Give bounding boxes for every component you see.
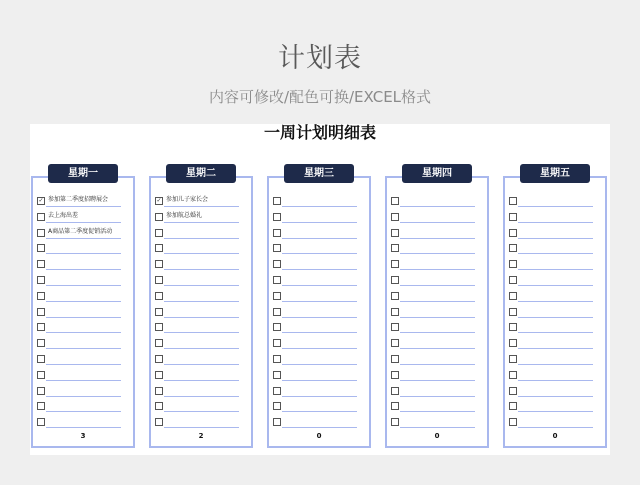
row-underline [164, 238, 239, 239]
row-underline [164, 301, 239, 302]
row-underline [164, 380, 239, 381]
row-underline [46, 206, 121, 207]
task-row [151, 210, 251, 226]
row-underline [46, 253, 121, 254]
task-row [505, 352, 605, 368]
task-checkbox[interactable] [391, 292, 399, 300]
task-checkbox[interactable] [509, 213, 517, 221]
row-underline [164, 427, 239, 428]
row-underline [46, 317, 121, 318]
task-row [505, 336, 605, 352]
row-underline [400, 364, 475, 365]
row-underline [164, 396, 239, 397]
task-checkbox[interactable] [155, 292, 163, 300]
task-checkbox[interactable] [509, 229, 517, 237]
task-row [387, 305, 487, 321]
task-row [505, 415, 605, 431]
task-checkbox[interactable] [155, 402, 163, 410]
task-checkbox[interactable] [37, 276, 45, 284]
task-checkbox[interactable] [509, 244, 517, 252]
task-checkbox[interactable] [155, 339, 163, 347]
task-list [269, 194, 369, 431]
row-underline [518, 396, 593, 397]
row-underline [518, 222, 593, 223]
task-checkbox[interactable] [509, 292, 517, 300]
task-row [505, 305, 605, 321]
task-checkbox[interactable] [391, 339, 399, 347]
task-checkbox[interactable] [155, 387, 163, 395]
task-row [33, 273, 133, 289]
task-checkbox[interactable] [509, 418, 517, 426]
task-row [505, 399, 605, 415]
task-checkbox[interactable] [391, 371, 399, 379]
task-checkbox[interactable] [509, 339, 517, 347]
task-row [33, 194, 133, 210]
row-underline [400, 253, 475, 254]
task-row [387, 289, 487, 305]
task-checkbox[interactable] [391, 418, 399, 426]
task-row [505, 226, 605, 242]
task-row [33, 241, 133, 257]
task-row [387, 257, 487, 273]
row-underline [46, 396, 121, 397]
task-checkbox[interactable] [273, 402, 281, 410]
task-checkbox[interactable] [509, 260, 517, 268]
task-checkbox[interactable] [273, 308, 281, 316]
task-checkbox[interactable] [391, 213, 399, 221]
task-text[interactable]: A商品第二季度促销活动 [48, 227, 113, 235]
task-row [151, 384, 251, 400]
row-underline [164, 348, 239, 349]
row-underline [164, 364, 239, 365]
task-checkbox[interactable] [37, 260, 45, 268]
task-checkbox[interactable] [509, 387, 517, 395]
task-row [387, 194, 487, 210]
task-row [151, 352, 251, 368]
row-underline [46, 332, 121, 333]
task-checkbox[interactable] [273, 387, 281, 395]
task-row [387, 352, 487, 368]
task-checkbox[interactable] [391, 402, 399, 410]
row-underline [400, 206, 475, 207]
row-underline [164, 317, 239, 318]
row-underline [46, 380, 121, 381]
row-underline [46, 411, 121, 412]
day-header: 星期一 [48, 164, 118, 183]
row-underline [400, 269, 475, 270]
task-row [269, 336, 369, 352]
row-underline [282, 364, 357, 365]
row-underline [518, 206, 593, 207]
task-row [151, 289, 251, 305]
task-row [33, 305, 133, 321]
task-checkbox[interactable] [273, 260, 281, 268]
row-underline [282, 301, 357, 302]
row-underline [282, 238, 357, 239]
task-checkbox[interactable] [37, 244, 45, 252]
task-checkbox[interactable] [509, 355, 517, 363]
task-checkbox[interactable]: ✓ [38, 197, 44, 204]
day-column [267, 176, 371, 448]
task-row [269, 368, 369, 384]
row-underline [400, 332, 475, 333]
day-header: 星期五 [520, 164, 590, 183]
row-underline [400, 411, 475, 412]
task-row [33, 336, 133, 352]
task-checkbox[interactable] [509, 323, 517, 331]
task-checkbox[interactable] [509, 308, 517, 316]
task-checkbox[interactable] [37, 402, 45, 410]
task-checkbox[interactable] [273, 323, 281, 331]
task-row [33, 415, 133, 431]
task-text[interactable]: 参加航总婚礼 [166, 211, 203, 219]
task-row [387, 320, 487, 336]
day-header: 星期二 [166, 164, 236, 183]
page-subtitle: 内容可修改/配色可换/EXCEL格式 [208, 88, 432, 106]
row-underline [164, 285, 239, 286]
task-checkbox[interactable] [509, 371, 517, 379]
task-row [505, 384, 605, 400]
row-underline [282, 317, 357, 318]
task-checkbox[interactable] [37, 213, 45, 221]
day-column [385, 176, 489, 448]
task-row [269, 241, 369, 257]
row-underline [46, 348, 121, 349]
task-row [33, 226, 133, 242]
task-count: 0 [434, 432, 440, 440]
task-checkbox[interactable] [155, 355, 163, 363]
task-row [33, 320, 133, 336]
task-checkbox[interactable] [391, 260, 399, 268]
task-row [387, 226, 487, 242]
task-checkbox[interactable] [273, 213, 281, 221]
task-row [505, 289, 605, 305]
row-underline [46, 222, 121, 223]
task-row [33, 352, 133, 368]
task-checkbox[interactable]: ✓ [156, 197, 162, 204]
task-checkbox[interactable] [37, 308, 45, 316]
row-underline [518, 238, 593, 239]
row-underline [164, 411, 239, 412]
task-row [387, 415, 487, 431]
row-underline [164, 253, 239, 254]
task-row [151, 226, 251, 242]
task-row [269, 399, 369, 415]
task-count: 0 [552, 432, 558, 440]
row-underline [518, 269, 593, 270]
row-underline [282, 269, 357, 270]
row-underline [282, 332, 357, 333]
task-row [33, 289, 133, 305]
task-row [151, 241, 251, 257]
task-checkbox[interactable] [391, 323, 399, 331]
row-underline [400, 238, 475, 239]
task-checkbox[interactable] [155, 418, 163, 426]
task-list [387, 194, 487, 431]
task-row [151, 336, 251, 352]
task-row [387, 273, 487, 289]
task-text[interactable]: 参加第二季度招聘展会 [48, 196, 109, 203]
row-underline [282, 285, 357, 286]
task-row [387, 399, 487, 415]
sheet-title: 一周计划明细表 [263, 123, 376, 142]
row-underline [518, 364, 593, 365]
task-text[interactable]: 去上海出差 [48, 211, 79, 219]
task-row [269, 352, 369, 368]
task-checkbox[interactable] [37, 387, 45, 395]
task-checkbox[interactable] [37, 418, 45, 426]
task-checkbox[interactable] [155, 213, 163, 221]
task-checkbox[interactable] [155, 371, 163, 379]
row-underline [400, 222, 475, 223]
task-row [33, 368, 133, 384]
task-row [505, 320, 605, 336]
task-row [387, 384, 487, 400]
task-checkbox[interactable] [509, 197, 517, 205]
task-row [505, 194, 605, 210]
task-row [505, 241, 605, 257]
row-underline [518, 285, 593, 286]
task-row [269, 320, 369, 336]
day-header: 星期四 [402, 164, 472, 183]
task-checkbox[interactable] [273, 244, 281, 252]
row-underline [518, 253, 593, 254]
task-row [151, 305, 251, 321]
task-checkbox[interactable] [37, 355, 45, 363]
day-column [503, 176, 607, 448]
task-checkbox[interactable] [391, 387, 399, 395]
task-row [387, 210, 487, 226]
task-row [505, 257, 605, 273]
task-checkbox[interactable] [273, 355, 281, 363]
task-row [269, 415, 369, 431]
row-underline [46, 285, 121, 286]
task-checkbox[interactable] [155, 308, 163, 316]
row-underline [282, 222, 357, 223]
task-checkbox[interactable] [509, 276, 517, 284]
task-checkbox[interactable] [391, 244, 399, 252]
row-underline [164, 269, 239, 270]
row-underline [400, 317, 475, 318]
task-checkbox[interactable] [155, 229, 163, 237]
task-row [505, 273, 605, 289]
task-row [33, 257, 133, 273]
row-underline [282, 411, 357, 412]
task-row [269, 289, 369, 305]
task-checkbox[interactable] [273, 229, 281, 237]
row-underline [518, 301, 593, 302]
task-row [33, 399, 133, 415]
task-checkbox[interactable] [155, 323, 163, 331]
task-checkbox[interactable] [37, 371, 45, 379]
task-checkbox[interactable] [273, 371, 281, 379]
task-checkbox[interactable] [273, 292, 281, 300]
task-checkbox[interactable] [155, 244, 163, 252]
row-underline [282, 253, 357, 254]
row-underline [518, 411, 593, 412]
task-row [151, 257, 251, 273]
row-underline [400, 348, 475, 349]
task-text[interactable]: 参加儿子家长会 [166, 196, 209, 203]
row-underline [46, 269, 121, 270]
row-underline [164, 332, 239, 333]
task-list [151, 194, 251, 431]
task-count: 0 [316, 432, 322, 440]
task-checkbox[interactable] [155, 276, 163, 284]
task-checkbox[interactable] [273, 276, 281, 284]
task-row [269, 194, 369, 210]
page-title: 计划表 [278, 43, 362, 74]
task-checkbox[interactable] [273, 339, 281, 347]
row-underline [46, 364, 121, 365]
task-row [151, 273, 251, 289]
row-underline [400, 301, 475, 302]
row-underline [400, 285, 475, 286]
task-row [33, 210, 133, 226]
task-checkbox[interactable] [37, 292, 45, 300]
task-checkbox[interactable] [391, 276, 399, 284]
plan-sheet [30, 124, 610, 455]
row-underline [400, 396, 475, 397]
task-row [151, 368, 251, 384]
day-column [31, 176, 135, 448]
task-checkbox[interactable] [37, 323, 45, 331]
task-row [151, 320, 251, 336]
task-row [387, 368, 487, 384]
task-row [505, 368, 605, 384]
task-count: 2 [198, 432, 204, 440]
row-underline [46, 301, 121, 302]
task-checkbox[interactable] [155, 260, 163, 268]
task-row [151, 399, 251, 415]
day-header: 星期三 [284, 164, 354, 183]
task-checkbox[interactable] [273, 418, 281, 426]
task-checkbox[interactable] [391, 355, 399, 363]
row-underline [164, 206, 239, 207]
task-row [387, 241, 487, 257]
task-row [33, 384, 133, 400]
task-checkbox[interactable] [37, 339, 45, 347]
task-row [269, 305, 369, 321]
task-row [151, 415, 251, 431]
row-underline [518, 317, 593, 318]
row-underline [518, 380, 593, 381]
task-row [269, 384, 369, 400]
row-underline [282, 427, 357, 428]
row-underline [282, 380, 357, 381]
task-row [151, 194, 251, 210]
task-row [387, 336, 487, 352]
row-underline [46, 238, 121, 239]
row-underline [518, 427, 593, 428]
row-underline [400, 427, 475, 428]
row-underline [400, 380, 475, 381]
task-checkbox[interactable] [509, 402, 517, 410]
row-underline [282, 206, 357, 207]
row-underline [46, 427, 121, 428]
row-underline [518, 348, 593, 349]
task-count: 3 [80, 432, 86, 440]
task-checkbox[interactable] [391, 229, 399, 237]
row-underline [164, 222, 239, 223]
task-list [505, 194, 605, 431]
row-underline [282, 348, 357, 349]
row-underline [518, 332, 593, 333]
task-checkbox[interactable] [37, 229, 45, 237]
task-row [505, 210, 605, 226]
task-checkbox[interactable] [391, 197, 399, 205]
task-row [269, 210, 369, 226]
day-column [149, 176, 253, 448]
task-row [269, 226, 369, 242]
row-underline [282, 396, 357, 397]
task-checkbox[interactable] [273, 197, 281, 205]
task-row [269, 257, 369, 273]
task-list [33, 194, 133, 431]
task-row [269, 273, 369, 289]
task-checkbox[interactable] [391, 308, 399, 316]
